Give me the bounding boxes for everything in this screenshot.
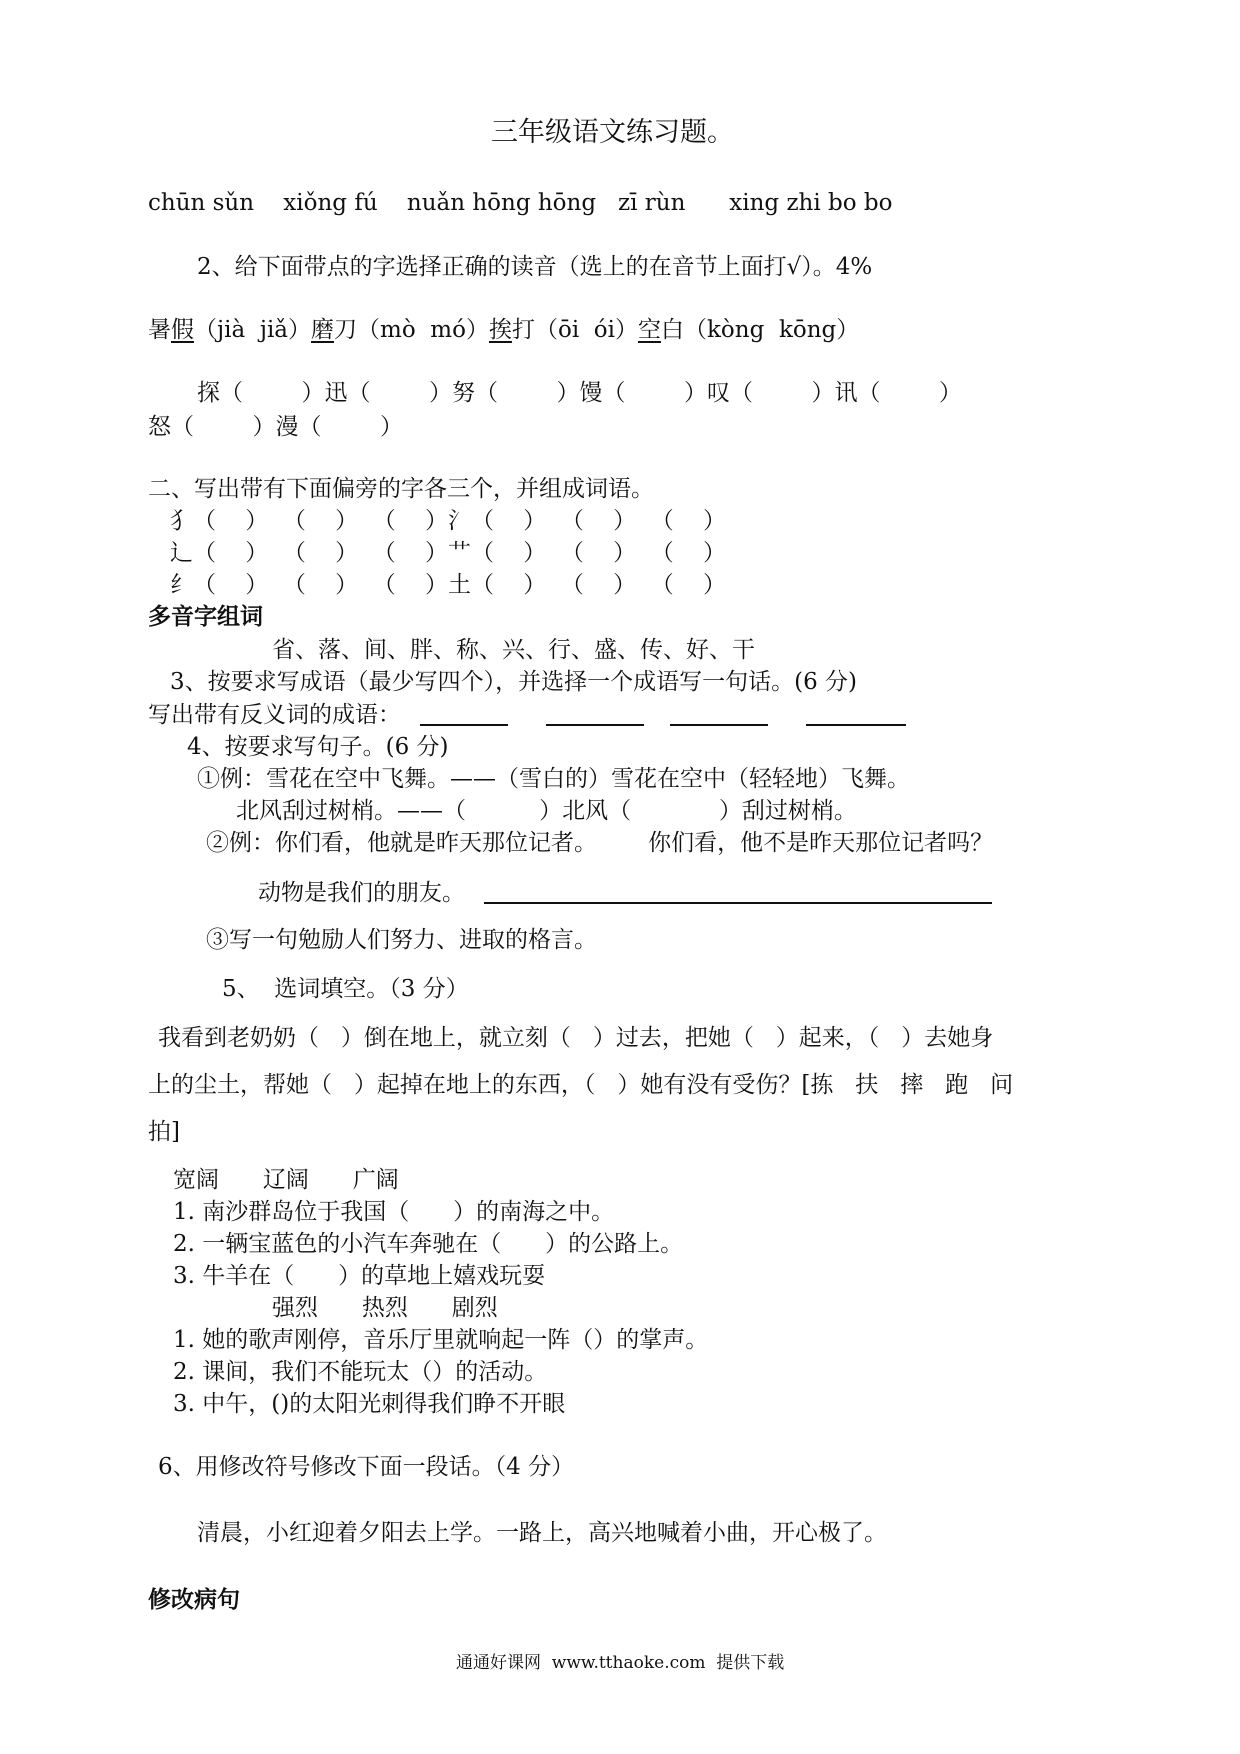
q2-item-1-char: 假 bbox=[171, 317, 194, 343]
answer-blank-5[interactable] bbox=[484, 902, 992, 904]
radical-row-3: 纟（ ） （ ） （ ）土（ ） （ ） （ ） bbox=[170, 572, 726, 598]
q2-instruction: 2、给下面带点的字选择正确的读音（选上的在音节上面打√）。4% bbox=[197, 254, 873, 280]
q2-item-4-char: 空 bbox=[638, 317, 661, 343]
q2-fill-line-1: 探（ ）迅（ ）努（ ）馒（ ）叹（ ）讯（ ） bbox=[197, 380, 962, 406]
section2-heading: 二、写出带有下面偏旁的字各三个，并组成词语。 bbox=[148, 476, 654, 502]
q5-word-choices-1: 宽阔 辽阔 广阔 bbox=[173, 1167, 399, 1193]
q4-task-2: 动物是我们的朋友。 bbox=[258, 880, 465, 906]
q5-group1-item-1: 1. 南沙群岛位于我国（ ）的南海之中。 bbox=[173, 1199, 615, 1225]
q5-paragraph-line-1: 我看到老奶奶（ ）倒在地上，就立刻（ ）过去，把她（ ）起来，（ ）去她身 bbox=[158, 1025, 994, 1051]
q5-group2-item-1: 1. 她的歌声刚停，音乐厅里就响起一阵（）的掌声。 bbox=[173, 1327, 709, 1353]
q5-group2-item-3: 3. 中午，()的太阳光刺得我们睁不开眼 bbox=[173, 1391, 566, 1417]
fix-sentences-heading: 修改病句 bbox=[148, 1587, 240, 1613]
answer-blank-3[interactable] bbox=[670, 724, 768, 726]
q4-task-3: ③写一句勉励人们努力、进取的格言。 bbox=[206, 927, 597, 953]
q5-word-choices-2: 强烈 热烈 剧烈 bbox=[272, 1295, 498, 1321]
q5-instruction: 5、 选词填空。（3 分） bbox=[222, 976, 469, 1002]
polyphone-heading: 多音字组词 bbox=[148, 604, 263, 630]
answer-blank-1[interactable] bbox=[420, 724, 508, 726]
q4-task-1: 北风刮过树梢。——（ ）北风（ ）刮过树梢。 bbox=[236, 798, 857, 824]
answer-blank-2[interactable] bbox=[546, 724, 644, 726]
q4-example-2: ②例：你们看，他就是昨天那位记者。 你们看，他不是昨天那位记者吗？ bbox=[206, 830, 994, 856]
page-title: 三年级语文练习题。 bbox=[491, 117, 734, 148]
page-footer: 通通好课网 www.tthaoke.com 提供下载 bbox=[456, 1653, 785, 1673]
pinyin-line: chūn sǔn xiǒng fú nuǎn hōng hōng zī rùn xing zhi bo bo bbox=[148, 190, 893, 216]
q2-fill-line-2: 怒（ ）漫（ ） bbox=[148, 414, 403, 440]
q3-antonym-label: 写出带有反义词的成语： bbox=[148, 702, 401, 728]
q2-dotted-chars-line bbox=[148, 315, 859, 345]
radical-row-2: 辶（ ） （ ） （ ）艹（ ） （ ） （ ） bbox=[170, 540, 726, 566]
answer-blank-4[interactable] bbox=[806, 724, 906, 726]
radical-row-1: 犭（ ） （ ） （ ）氵（ ） （ ） （ ） bbox=[170, 508, 726, 534]
q5-group1-item-2: 2. 一辆宝蓝色的小汽车奔驰在（ ）的公路上。 bbox=[173, 1231, 684, 1257]
q2-item-3-char: 挨 bbox=[488, 317, 512, 343]
q4-example-1: ①例：雪花在空中飞舞。——（雪白的）雪花在空中（轻轻地）飞舞。 bbox=[197, 766, 910, 792]
q5-paragraph-line-3: 拍] bbox=[148, 1119, 180, 1145]
q5-group1-item-3: 3. 牛羊在（ ）的草地上嬉戏玩耍 bbox=[173, 1263, 546, 1289]
q4-instruction: 4、按要求写句子。(6 分) bbox=[187, 734, 449, 760]
q2-item-1-pre: 暑 bbox=[148, 317, 171, 343]
polyphone-chars: 省、落、间、胖、称、兴、行、盛、传、好、干 bbox=[272, 637, 755, 663]
q2-item-2-char: 磨 bbox=[311, 317, 335, 343]
q2-item-3-options: 打（ōi ói） bbox=[511, 317, 638, 343]
q3-instruction: 3、按要求写成语（最少写四个），并选择一个成语写一句话。(6 分) bbox=[170, 669, 858, 695]
q2-item-4-options: 白（kòng kōng） bbox=[661, 317, 860, 343]
q2-item-2-options: 刀（mò mó） bbox=[334, 317, 489, 343]
q5-group2-item-2: 2. 课间，我们不能玩太（）的活动。 bbox=[173, 1359, 548, 1385]
q6-instruction: 6、用修改符号修改下面一段话。（4 分） bbox=[158, 1454, 575, 1480]
q6-passage: 清晨，小红迎着夕阳去上学。一路上，高兴地喊着小曲，开心极了。 bbox=[197, 1520, 887, 1546]
q5-paragraph-line-2: 上的尘土，帮她（ ）起掉在地上的东西，（ ）她有没有受伤？[拣 扶 摔 跑 问 bbox=[148, 1072, 1014, 1098]
q2-item-1-options: （jià jiǎ） bbox=[194, 317, 312, 343]
